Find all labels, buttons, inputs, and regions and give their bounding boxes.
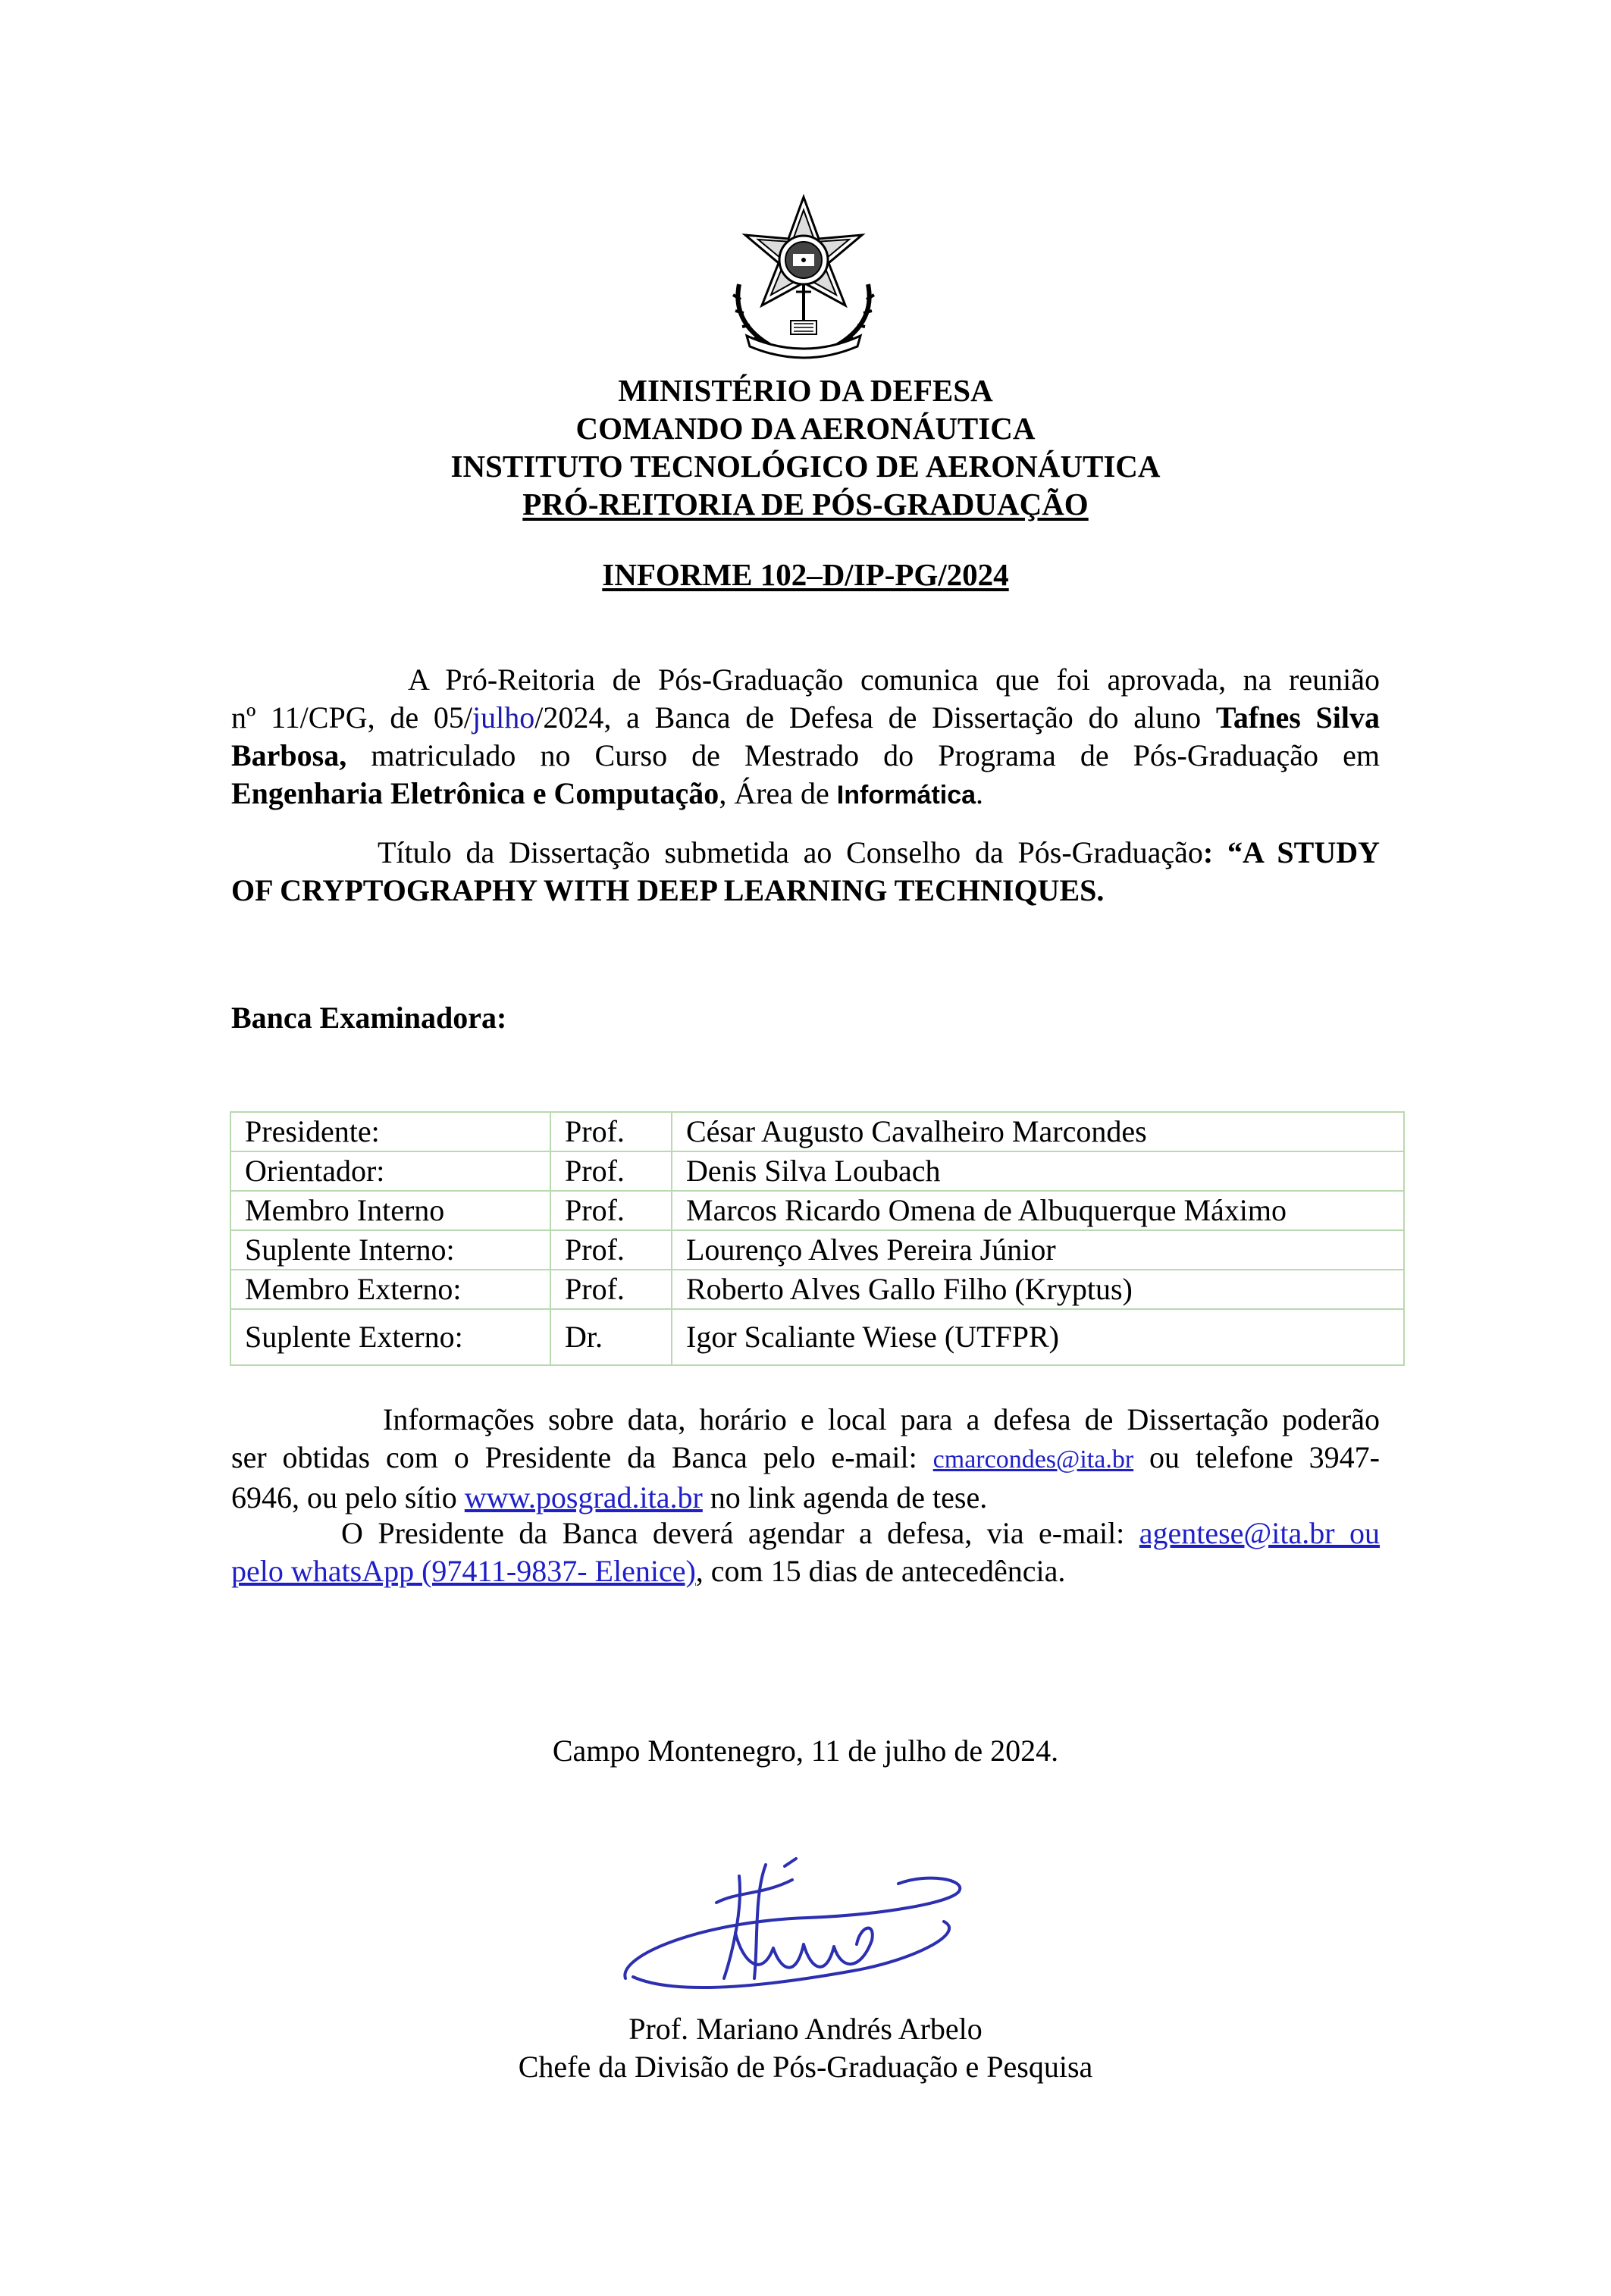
- signatory-role: Chefe da Divisão de Pós-Graduação e Pesquisa: [518, 2050, 1093, 2084]
- role-cell: Suplente Externo:: [230, 1309, 550, 1365]
- announcement-line-3: [231, 737, 1380, 775]
- table-row: [230, 1112, 1404, 1151]
- text-segment: nº 11/CPG, de 05/: [231, 700, 472, 735]
- place-and-date: Campo Montenegro, 11 de julho de 2024.: [552, 1734, 1059, 1768]
- title-cell: Prof.: [550, 1270, 672, 1309]
- table-row: [230, 1230, 1404, 1270]
- text-segment: 6946, ou pelo sítio: [231, 1480, 465, 1514]
- president-email-link[interactable]: cmarcondes@ita.br: [932, 1446, 1134, 1474]
- dissertation-title-paragraph: [231, 834, 1380, 910]
- text-segment: .: [976, 776, 984, 810]
- header-ministry: MINISTÉRIO DA DEFESA: [618, 373, 993, 408]
- role-cell: Presidente:: [230, 1112, 550, 1151]
- role-cell: Suplente Interno:: [230, 1230, 550, 1270]
- text-segment: , com 15 dias de antecedência.: [695, 1554, 1066, 1588]
- title-cell: Prof.: [550, 1191, 672, 1230]
- handwritten-signature: [610, 1850, 989, 2009]
- announcement-line-4: [231, 775, 1380, 814]
- text-segment: O Presidente da Banca deverá agendar a defesa, via e-mail:: [341, 1516, 1139, 1550]
- member-name-cell: Marcos Ricardo Omena de Albuquerque Máximo: [672, 1191, 1404, 1230]
- title-cell: Dr.: [550, 1309, 672, 1365]
- student-first-name: Tafnes Silva: [1215, 700, 1381, 735]
- header-pro-rectorate: PRÓ-REITORIA DE PÓS-GRADUAÇÃO: [522, 487, 1089, 522]
- text-segment: matriculado no Curso de Mestrado do Programa de Pós-Graduação em: [346, 738, 1380, 772]
- table-row: [230, 1191, 1404, 1230]
- agentese-email-link[interactable]: agentese@ita.br ou: [1139, 1516, 1380, 1550]
- title-line-2: [231, 872, 1380, 910]
- posgrad-site-link[interactable]: www.posgrad.ita.br: [464, 1480, 703, 1514]
- role-cell: Membro Externo:: [230, 1270, 550, 1309]
- announcement-line-1: A Pró-Reitoria de Pós-Graduação comunica que foi aprovada, na reunião: [408, 662, 1380, 697]
- text-segment: Título da Dissertação submetida ao Conselho da Pós-Graduação: [378, 835, 1203, 869]
- member-name-cell: Igor Scaliante Wiese (UTFPR): [672, 1309, 1404, 1365]
- member-name-cell: Roberto Alves Gallo Filho (Kryptus): [672, 1270, 1404, 1309]
- coat-of-arms-emblem: [724, 193, 883, 364]
- dissertation-title-end: OF CRYPTOGRAPHY WITH DEEP LEARNING TECHNIQUES.: [231, 873, 1105, 907]
- informe-number: INFORME 102–D/IP-PG/2024: [602, 557, 1009, 592]
- contact-line-3: [231, 1479, 1380, 1517]
- role-cell: Orientador:: [230, 1151, 550, 1191]
- student-last-name: Barbosa,: [231, 738, 347, 772]
- scheduling-line-1: [231, 1514, 1380, 1552]
- text-segment: no link agenda de tese.: [702, 1480, 988, 1514]
- header-institute: INSTITUTO TECNOLÓGICO DE AERONÁUTICA: [450, 449, 1161, 484]
- month-text: julho: [472, 700, 535, 735]
- text-segment: ser obtidas com o Presidente da Banca pelo e-mail:: [231, 1440, 933, 1474]
- member-name-cell: Denis Silva Loubach: [672, 1151, 1404, 1191]
- whatsapp-link[interactable]: pelo whatsApp (97411-9837- Elenice): [231, 1554, 696, 1588]
- table-row: [230, 1151, 1404, 1191]
- role-cell: Membro Interno: [230, 1191, 550, 1230]
- contact-line-2: [231, 1439, 1380, 1479]
- announcement-line-2: [231, 699, 1380, 737]
- dissertation-title-start: : “A STUDY: [1202, 835, 1380, 869]
- scheduling-paragraph: [231, 1514, 1380, 1590]
- text-segment: /2024, a Banca de Defesa de Dissertação do aluno: [534, 700, 1216, 735]
- table-row: [230, 1309, 1404, 1365]
- contact-line-1: Informações sobre data, horário e local para a defesa de Dissertação poderão: [383, 1402, 1380, 1436]
- contact-paragraph: [231, 1401, 1380, 1517]
- program-name: Engenharia Eletrônica e Computação: [231, 776, 719, 810]
- header-command: COMANDO DA AERONÁUTICA: [575, 411, 1036, 446]
- announcement-paragraph: [231, 661, 1380, 814]
- title-cell: Prof.: [550, 1112, 672, 1151]
- title-line-1: [231, 834, 1380, 872]
- committee-table: [230, 1111, 1405, 1366]
- member-name-cell: Lourenço Alves Pereira Júnior: [672, 1230, 1404, 1270]
- member-name-cell: César Augusto Cavalheiro Marcondes: [672, 1112, 1404, 1151]
- area-name: Informática: [836, 781, 976, 810]
- title-cell: Prof.: [550, 1151, 672, 1191]
- scheduling-line-2: [231, 1552, 1380, 1590]
- table-row: [230, 1270, 1404, 1309]
- title-cell: Prof.: [550, 1230, 672, 1270]
- institution-header: [0, 371, 1611, 523]
- text-segment: , Área de: [719, 776, 837, 810]
- text-segment: ou telefone 3947-: [1133, 1440, 1380, 1474]
- banca-heading: Banca Examinadora:: [231, 1001, 507, 1035]
- signatory-name: Prof. Mariano Andrés Arbelo: [628, 2012, 983, 2046]
